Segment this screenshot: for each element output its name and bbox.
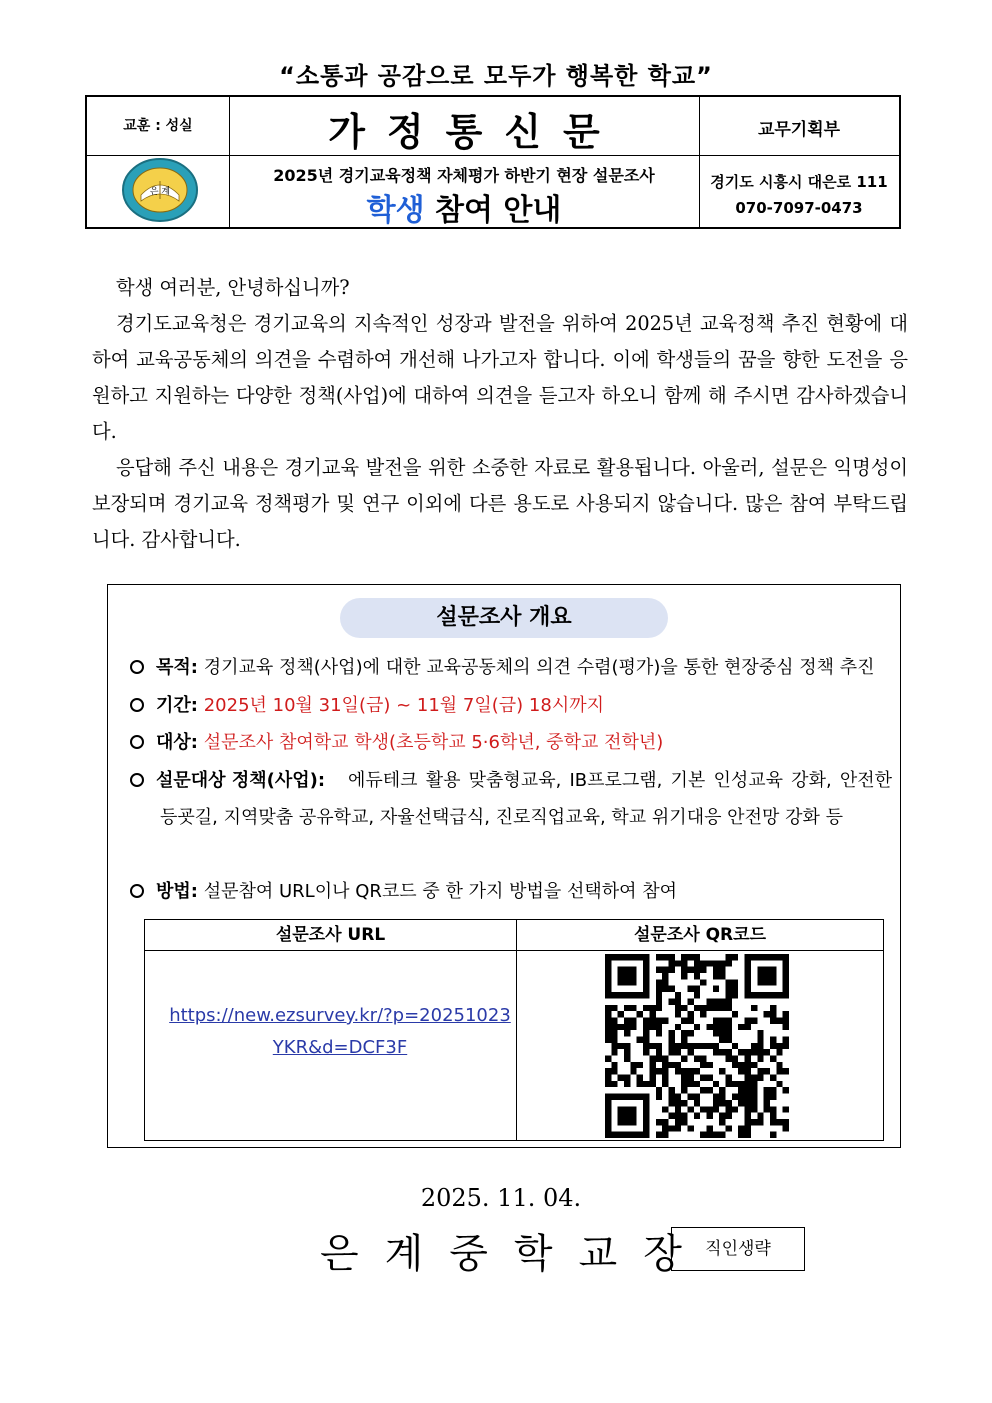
school-motto-banner: “소통과 공감으로 모두가 행복한 학교” xyxy=(279,62,713,90)
body-paragraph: 응답해 주신 내용은 경기교육 발전을 위한 소중한 자료로 활용됩니다. 아울러, 설문은 익명성이 보장되며 경기교육 정책평가 및 연구 이외에 다른 용도로 사용되지 않습니다. 많은 참여 부탁드립니다. 감사합니다. xyxy=(92,456,908,551)
target-label: 대상: xyxy=(156,732,198,753)
circle-bullet-icon xyxy=(130,698,144,712)
divider xyxy=(229,155,699,156)
letter-body xyxy=(92,270,908,558)
department-label: 교무기획부 xyxy=(757,120,841,140)
purpose-label: 목적: xyxy=(156,657,198,678)
contact-info xyxy=(699,169,899,221)
circle-bullet-icon xyxy=(130,773,144,787)
greeting: 학생 여러분, 안녕하십니까? xyxy=(116,276,350,299)
period-item xyxy=(130,687,890,724)
seal-omitted-stamp: 직인생략 xyxy=(671,1227,805,1271)
school-seal-icon xyxy=(121,157,199,223)
header-left-cell xyxy=(87,97,230,227)
purpose-item xyxy=(130,649,890,686)
header-right-cell xyxy=(699,97,899,227)
divider xyxy=(516,920,517,1140)
main-title xyxy=(229,185,699,229)
address: 경기도 시흥시 대은로 111 xyxy=(710,173,888,191)
phone: 070-7097-0473 xyxy=(735,199,863,217)
target-item xyxy=(130,724,890,761)
method-label: 방법: xyxy=(156,881,198,902)
main-title-rest: 참여 안내 xyxy=(424,193,562,228)
method-text: 설문참여 URL이나 QR코드 중 한 가지 방법을 선택하여 참여 xyxy=(203,881,678,902)
principal-signature: 은계중학교장 xyxy=(320,1231,708,1277)
method-item xyxy=(130,873,890,910)
qr-code-icon[interactable] xyxy=(605,954,789,1138)
circle-bullet-icon xyxy=(130,660,144,674)
period-label: 기간: xyxy=(156,695,198,716)
target-text: 설문조사 참여학교 학생(초등학교 5·6학년, 중학교 전학년) xyxy=(203,732,664,753)
body-paragraph: 경기도교육청은 경기교육의 지속적인 성장과 발전을 위하여 2025년 교육정책 추진 현황에 대하여 교육공동체의 의견을 수렴하여 개선해 나가고자 합니다. 이에 학생들의 꿈을 향한 도전을 응원하고 지원하는 다양한 정책(사업)에 대하여 의견을 듣고자 하오니 함께 해 주시면 감사하겠습니다. xyxy=(92,312,908,443)
qr-column-header: 설문조사 QR코드 xyxy=(634,925,766,945)
survey-overview-box xyxy=(107,584,901,1148)
divider xyxy=(87,155,229,156)
newsletter-header xyxy=(85,95,901,229)
overview-heading: 설문조사 개요 xyxy=(340,598,668,638)
circle-bullet-icon xyxy=(130,884,144,898)
url-column-header: 설문조사 URL xyxy=(275,925,386,945)
divider xyxy=(699,155,899,156)
survey-access-table xyxy=(144,919,884,1141)
survey-url-link[interactable]: https://new.ezsurvey.kr/?p=20251023YKR&d=DCF3F xyxy=(169,1005,511,1058)
circle-bullet-icon xyxy=(130,735,144,749)
school-motto-label: 교훈 : 성실 xyxy=(123,118,193,134)
main-title-highlight: 학생 xyxy=(366,193,425,228)
divider xyxy=(145,950,883,951)
issue-date: 2025. 11. 04. xyxy=(420,1184,582,1212)
policies-text: 에듀테크 활용 맞춤형교육, IB프로그램, 기본 인성교육 강화, 안전한 등굣길, 지역맞춤 공유학교, 자율선택급식, 진로직업교육, 학교 위기대응 안전망 강화 등 xyxy=(160,770,892,828)
seal-text: 은 계 xyxy=(149,187,171,197)
policies-label: 설문대상 정책(사업): xyxy=(156,770,326,791)
purpose-text: 경기교육 정책(사업)에 대한 교육공동체의 의견 수렴(평가)을 통한 현장중심 정책 추진 xyxy=(203,657,875,678)
page-title: 가정통신문 xyxy=(328,110,622,154)
period-text: 2025년 10월 31일(금) ~ 11월 7일(금) 18시까지 xyxy=(203,695,604,716)
header-center-cell xyxy=(229,97,700,227)
page-subtitle: 2025년 경기교육정책 자체평가 하반기 현장 설문조사 xyxy=(273,166,655,185)
